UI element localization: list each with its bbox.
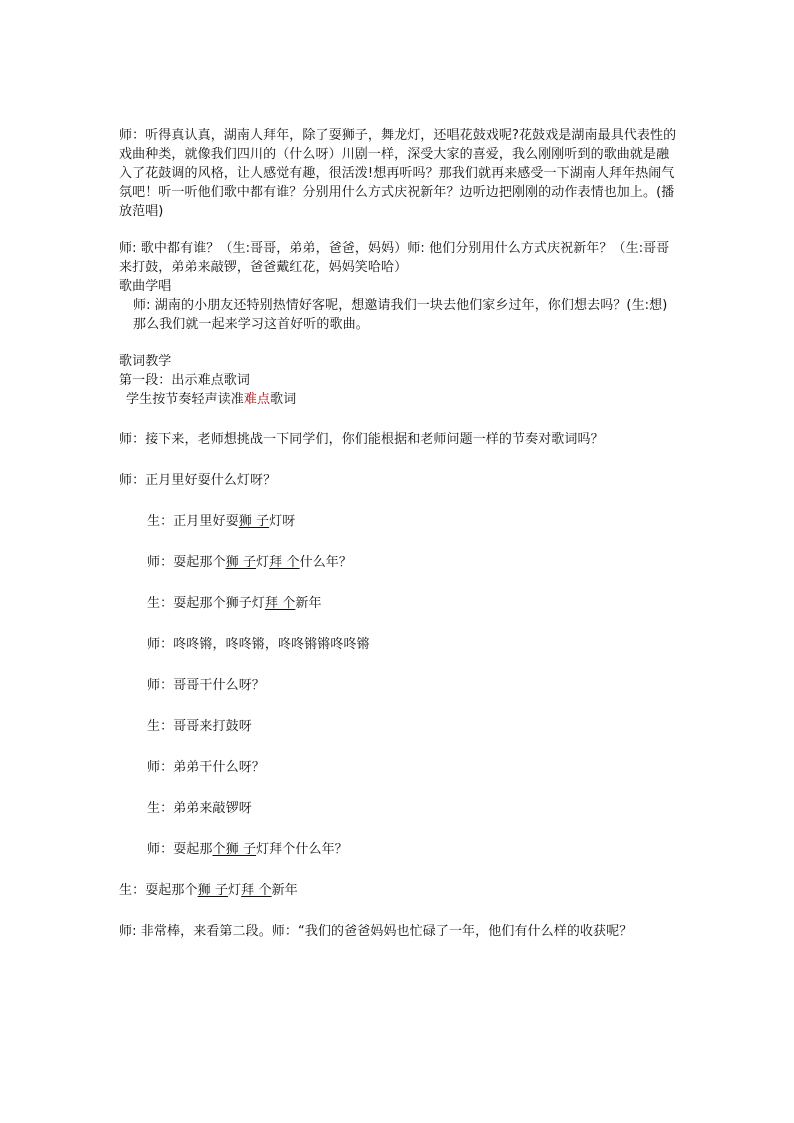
dialog-text: 灯呀	[269, 514, 296, 529]
dialog-text: 生：耍起那个	[119, 883, 198, 898]
dialog-text: 灯拜个什么年？	[256, 842, 348, 857]
dialog-teacher-5: 师：弟弟干什么呀？	[147, 760, 265, 775]
underlined-lyric: 个狮 子	[212, 842, 257, 857]
dialog-teacher-6	[119, 840, 680, 859]
underlined-lyric: 狮 子	[238, 514, 270, 529]
dialog-student-1	[119, 512, 680, 531]
paragraph-challenge: 师：接下来，老师想挑战一下同学们，你们能根据和老师问题一样的节奏对歌词吗？	[119, 432, 604, 447]
dialog-student-5: 生：弟弟来敲锣呀	[147, 801, 252, 816]
underlined-lyric: 狮 子	[197, 883, 229, 898]
heading-lyrics-teaching: 歌词教学	[119, 354, 172, 369]
heading-song-learning: 歌曲学唱	[119, 279, 172, 294]
paragraph-read-lyrics	[119, 390, 680, 409]
heading-part-one: 第一段：出示难点歌词	[119, 373, 251, 388]
dialog-teacher-4: 师：哥哥干什么呀？	[147, 678, 265, 693]
dialog-student-4: 生：哥哥来打鼓呀	[147, 719, 252, 734]
paragraph-invitation: 师: 湖南的小朋友还特别热情好客呢，想邀请我们一块去他们家乡过年，你们想去吗？(生:想)那么我们就一起来学习这首好听的歌曲。	[133, 298, 668, 332]
dialog-teacher-3: 师：咚咚锵，咚咚锵，咚咚锵锵咚咚锵	[147, 637, 370, 652]
dialog-text: 什么年？	[299, 555, 352, 570]
dialog-text: 灯	[256, 555, 270, 570]
underlined-lyric: 拜 个	[269, 555, 300, 570]
dialog-text: 生：正月里好耍	[147, 514, 239, 529]
dialog-student-6	[119, 881, 680, 900]
read-lyrics-text-b: 歌词	[270, 392, 297, 407]
paragraph-who-in-song: 师: 歌中都有谁？（生:哥哥，弟弟，爸爸，妈妈）师: 他们分别用什么方式庆祝新年？（生:哥哥来打鼓，弟弟来敲锣，爸爸戴红花，妈妈笑哈哈）	[119, 241, 670, 275]
dialog-student-2	[119, 594, 680, 613]
read-lyrics-highlight: 难点	[243, 392, 271, 407]
dialog-text: 灯	[228, 883, 242, 898]
dialog-teacher-2	[119, 553, 680, 572]
dialog-text: 生：耍起那个狮子灯	[147, 596, 265, 611]
dialog-text: 师：耍起那个	[147, 555, 226, 570]
dialog-text: 新年	[295, 596, 322, 611]
paragraph-next-section: 师: 非常棒，来看第二段。师：“我们的爸爸妈妈也忙碌了一年，他们有什么样的收获呢？	[119, 924, 633, 939]
paragraph-intro: 师：听得真认真，湖南人拜年，除了耍狮子，舞龙灯，还唱花鼓戏呢?花鼓戏是湖南最具代表性的戏曲种类，就像我们四川的（什么呀）川剧一样，深受大家的喜爱，我么刚刚听到的歌曲就是融入了花鼓调的风格，让人感觉有趣，很活泼!想再听吗？那我们就再来感受一下湖南人拜年热闹气氛吧！听一听他们歌中都有谁？分别用什么方式庆祝新年？边听边把刚刚的动作表情也加上。(播放范唱)	[119, 128, 677, 219]
dialog-teacher-1: 师：正月里好耍什么灯呀？	[119, 473, 277, 488]
read-lyrics-text-a: 学生按节奏轻声读准	[126, 392, 244, 407]
dialog-text: 新年	[271, 883, 298, 898]
underlined-lyric: 拜 个	[241, 883, 272, 898]
dialog-text: 师：耍起那	[147, 842, 213, 857]
underlined-lyric: 拜 个	[264, 596, 296, 611]
underlined-lyric: 狮 子	[225, 555, 257, 570]
